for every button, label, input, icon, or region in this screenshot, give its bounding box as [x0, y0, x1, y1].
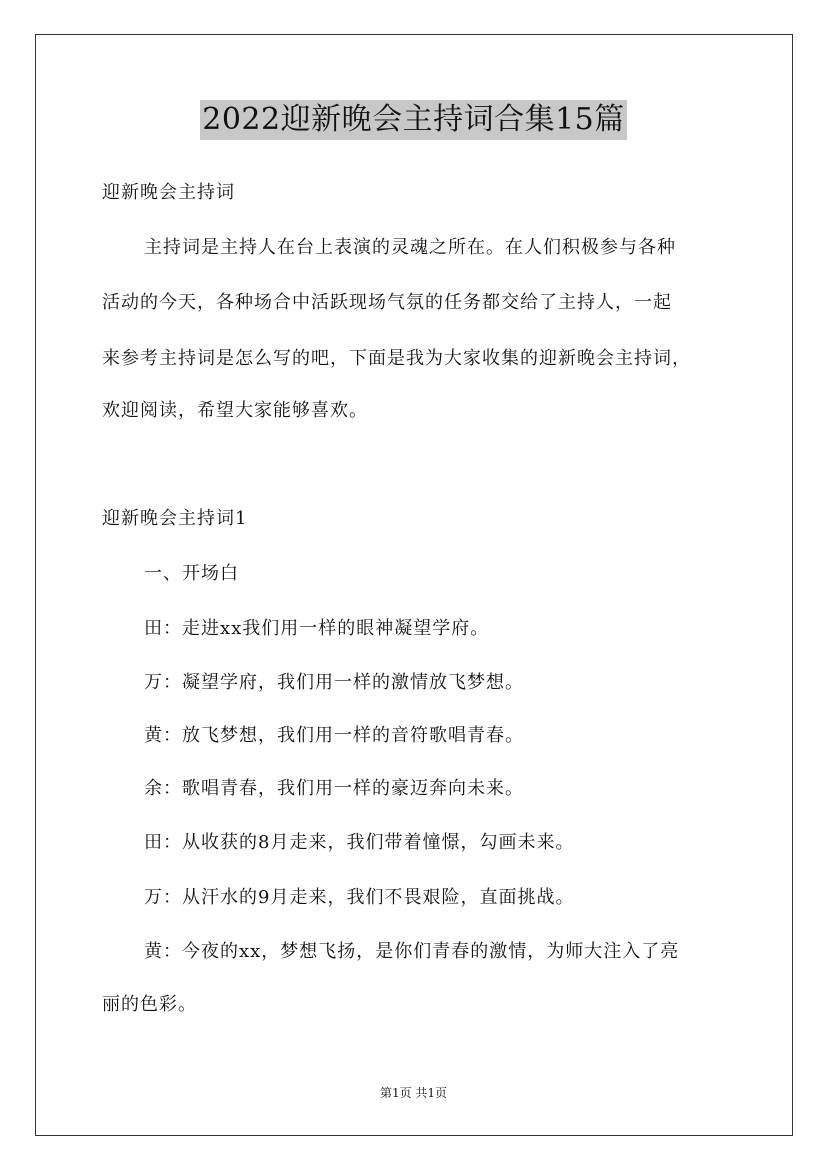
dialogue-line: 丽的色彩。 — [102, 994, 197, 1015]
document-title-container — [0, 100, 827, 140]
part-heading: 迎新晚会主持词1 — [102, 508, 248, 529]
dialogue-line: 万：凝望学府，我们用一样的激情放飞梦想。 — [144, 672, 524, 693]
intro-line: 活动的今天，各种场合中活跃现场气氛的任务都交给了主持人，一起 — [102, 292, 672, 313]
document-title: 2022迎新晚会主持词合集15篇 — [200, 100, 627, 140]
subheading: 一、开场白 — [144, 563, 239, 584]
page-footer: 第1页 共1页 — [379, 1086, 448, 1100]
dialogue-line: 黄：今夜的xx，梦想飞扬，是你们青春的激情，为师大注入了亮 — [144, 941, 680, 962]
intro-line: 来参考主持词是怎么写的吧，下面是我为大家收集的迎新晚会主持词， — [102, 348, 691, 369]
intro-line: 主持词是主持人在台上表演的灵魂之所在。在人们积极参与各种 — [144, 237, 676, 258]
dialogue-line: 余：歌唱青春，我们用一样的豪迈奔向未来。 — [144, 778, 524, 799]
dialogue-line: 田：走进xx我们用一样的眼神凝望学府。 — [144, 618, 490, 639]
dialogue-line: 黄：放飞梦想，我们用一样的音符歌唱青春。 — [144, 725, 524, 746]
dialogue-line: 万：从汗水的9月走来，我们不畏艰险，直面挑战。 — [144, 887, 575, 908]
dialogue-line: 田：从收获的8月走来，我们带着憧憬，勾画未来。 — [144, 832, 575, 853]
section-heading: 迎新晚会主持词 — [102, 182, 235, 203]
intro-line: 欢迎阅读，希望大家能够喜欢。 — [102, 400, 368, 421]
